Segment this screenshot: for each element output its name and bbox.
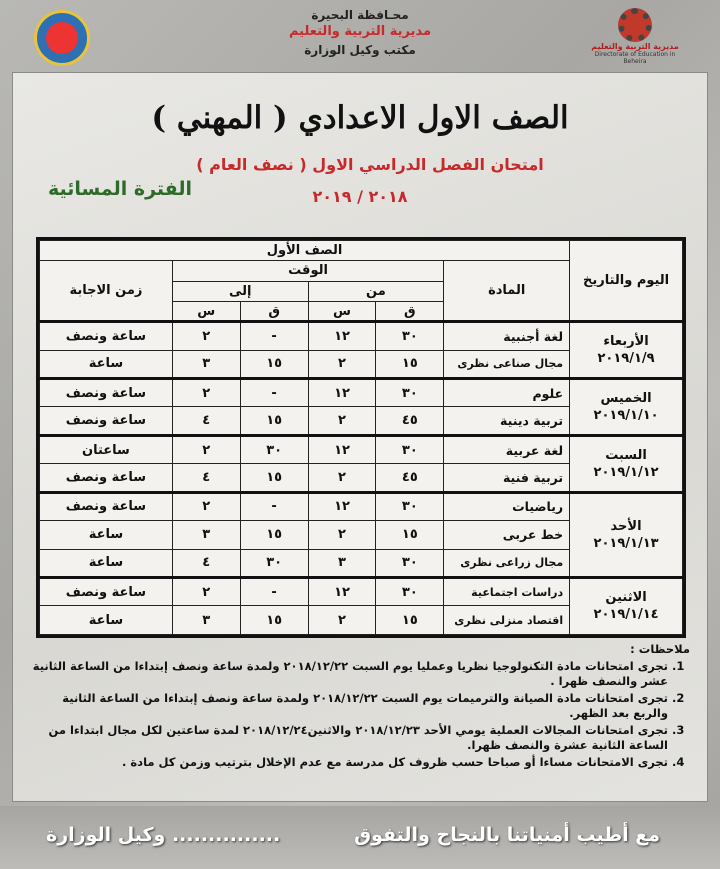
subject-cell: مجال صناعى نظرى (444, 350, 570, 378)
to-minute-cell: - (240, 322, 308, 350)
day-date-cell (570, 492, 683, 577)
day-date-cell (570, 322, 683, 379)
to-minute-cell: ١٥ (240, 606, 308, 635)
header-from-hour: س (308, 301, 376, 321)
to-minute-cell: - (240, 379, 308, 407)
subject-cell: تربية دينية (444, 407, 570, 435)
from-hour-cell: ١٢ (308, 577, 376, 605)
page-title: الصف الاول الاعدادي ( المهني ) (151, 100, 569, 136)
directorate-logo (590, 8, 680, 64)
exam-date: ٢٠١٩/١/١٣ (593, 535, 659, 551)
header-from-minute: ق (376, 301, 444, 321)
to-minute-cell: ١٥ (240, 407, 308, 435)
header-grade: الصف الأول (40, 241, 570, 261)
table-row (40, 435, 683, 463)
subject-cell: مجال زراعى نظرى (444, 549, 570, 577)
day-name: الأحد (610, 518, 642, 534)
day-name: الاثنين (605, 590, 647, 606)
day-name: الأربعاء (603, 334, 649, 350)
to-minute-cell: - (240, 577, 308, 605)
to-minute-cell: ٣٠ (240, 435, 308, 463)
notes-section (30, 642, 690, 772)
duration-cell: ساعة ونصف (40, 379, 173, 407)
from-hour-cell: ٢ (308, 407, 376, 435)
from-hour-cell: ٢ (308, 521, 376, 549)
header-day-date: اليوم والتاريخ (570, 241, 683, 322)
from-hour-cell: ٣ (308, 549, 376, 577)
note-item: 3. تجرى امتحانات المجالات العملية يومي الأحد ٢٠١٨/١٢/٢٣ والاثنين٢٠١٨/١٢/٢٤ لمدة ساعتين لكل مجال ابتداءا من الساعة الثانية عشرة والنصف ظهرا. (30, 723, 668, 753)
footer (0, 806, 720, 869)
logo-emblem-icon (46, 22, 78, 54)
duration-cell: ساعة ونصف (40, 322, 173, 350)
from-minute-cell: ٣٠ (376, 549, 444, 577)
duration-cell: ساعة (40, 606, 173, 635)
notes-list (30, 659, 690, 770)
table-row (40, 379, 683, 407)
table-row (40, 322, 683, 350)
exam-subtitle: امتحان الفصل الدراسي الاول ( نصف العام ) (196, 155, 544, 174)
day-date-cell (570, 379, 683, 436)
duration-cell: ساعة (40, 350, 173, 378)
header-from: من (308, 281, 444, 301)
subject-cell: لغة أجنبية (444, 322, 570, 350)
note-item: 1. تجرى امتحانات مادة التكنولوجيا نظريا وعمليا يوم السبت ٢٠١٨/١٢/٢٢ ولمدة ساعة ونصف إبتداءا من الساعة الثانية عشر والنصف ظهرا . (30, 659, 668, 689)
footer-message: مع أطيب أمنياتنا بالنجاح والتفوق (354, 824, 660, 846)
from-minute-cell: ٤٥ (376, 464, 444, 492)
exam-schedule-table (36, 237, 686, 638)
from-minute-cell: ٣٠ (376, 322, 444, 350)
subject-cell: رياضيات (444, 492, 570, 520)
from-hour-cell: ١٢ (308, 379, 376, 407)
day-name: الخميس (600, 390, 652, 406)
from-minute-cell: ٤٥ (376, 407, 444, 435)
from-hour-cell: ٢ (308, 464, 376, 492)
governorate-logo (34, 10, 90, 66)
to-hour-cell: ٤ (172, 549, 240, 577)
duration-cell: ساعة ونصف (40, 577, 173, 605)
to-hour-cell: ٢ (172, 379, 240, 407)
header-to: إلى (172, 281, 308, 301)
from-minute-cell: ٣٠ (376, 435, 444, 463)
to-hour-cell: ٣ (172, 606, 240, 635)
from-hour-cell: ٢ (308, 350, 376, 378)
duration-cell: ساعة ونصف (40, 407, 173, 435)
academic-year: ٢٠١٨ / ٢٠١٩ (312, 187, 408, 206)
office-name: مكتب وكيل الوزارة (304, 43, 416, 57)
day-name: السبت (605, 447, 647, 463)
subject-cell: اقتصاد منزلى نظرى (444, 606, 570, 635)
subject-cell: لغة عربية (444, 435, 570, 463)
duration-cell: ساعتان (40, 435, 173, 463)
to-hour-cell: ٢ (172, 577, 240, 605)
from-minute-cell: ١٥ (376, 350, 444, 378)
duration-cell: ساعة ونصف (40, 492, 173, 520)
subject-cell: دراسات اجتماعية (444, 577, 570, 605)
note-item: 4. تجرى الامتحانات مساءا أو صباحا حسب ظروف كل مدرسة مع عدم الإخلال بترتيب وزمن كل مادة . (30, 755, 668, 770)
to-hour-cell: ٢ (172, 322, 240, 350)
from-minute-cell: ٣٠ (376, 492, 444, 520)
to-hour-cell: ٢ (172, 492, 240, 520)
note-item: 2. تجرى امتحانات مادة الصيانة والترميمات يوم السبت ٢٠١٨/١٢/٢٢ ولمدة ساعة ونصف إبتداءا من الساعة الثانية والربع بعد الظهر. (30, 691, 668, 721)
from-minute-cell: ١٥ (376, 521, 444, 549)
to-minute-cell: ١٥ (240, 464, 308, 492)
day-date-cell (570, 435, 683, 492)
subject-cell: تربية فنية (444, 464, 570, 492)
gear-icon (618, 8, 652, 42)
header-to-minute: ق (240, 301, 308, 321)
from-minute-cell: ٣٠ (376, 379, 444, 407)
duration-cell: ساعة (40, 521, 173, 549)
table-row (40, 577, 683, 605)
table-row (40, 492, 683, 520)
exam-date: ٢٠١٩/١/١٠ (593, 407, 659, 423)
footer-signature: ............... وكيل الوزارة (46, 824, 281, 846)
subject-cell: خط عربى (444, 521, 570, 549)
duration-cell: ساعة (40, 549, 173, 577)
to-hour-cell: ٢ (172, 435, 240, 463)
to-minute-cell: ١٥ (240, 521, 308, 549)
to-minute-cell: ١٥ (240, 350, 308, 378)
exam-date: ٢٠١٩/١/٩ (597, 351, 655, 367)
from-minute-cell: ١٥ (376, 606, 444, 635)
exam-date: ٢٠١٩/١/١٢ (593, 464, 659, 480)
header-subject: المادة (444, 261, 570, 322)
to-minute-cell: ٣٠ (240, 549, 308, 577)
header-to-hour: س (172, 301, 240, 321)
duration-cell: ساعة ونصف (40, 464, 173, 492)
to-hour-cell: ٤ (172, 407, 240, 435)
day-date-cell (570, 577, 683, 634)
governorate-name: محـافظة البحيرة (311, 8, 409, 22)
from-hour-cell: ١٢ (308, 322, 376, 350)
header-time: الوقت (172, 261, 443, 281)
from-hour-cell: ٢ (308, 606, 376, 635)
to-hour-cell: ٤ (172, 464, 240, 492)
exam-period: الفترة المسائية (48, 178, 192, 200)
from-minute-cell: ٣٠ (376, 577, 444, 605)
logo-name: مديرية التربية والتعليم (591, 42, 679, 51)
to-hour-cell: ٣ (172, 350, 240, 378)
notes-label: ملاحظات : (630, 642, 690, 656)
from-hour-cell: ١٢ (308, 435, 376, 463)
directorate-name: مديرية التربية والتعليم (288, 24, 432, 39)
logo-subtitle: Directorate of Education in Beheira (594, 51, 676, 65)
from-hour-cell: ١٢ (308, 492, 376, 520)
to-minute-cell: - (240, 492, 308, 520)
schedule-table (39, 240, 683, 635)
to-hour-cell: ٣ (172, 521, 240, 549)
subject-cell: علوم (444, 379, 570, 407)
header (250, 8, 470, 57)
exam-date: ٢٠١٩/١/١٤ (593, 607, 659, 623)
header-duration: زمن الاجابة (40, 261, 173, 322)
